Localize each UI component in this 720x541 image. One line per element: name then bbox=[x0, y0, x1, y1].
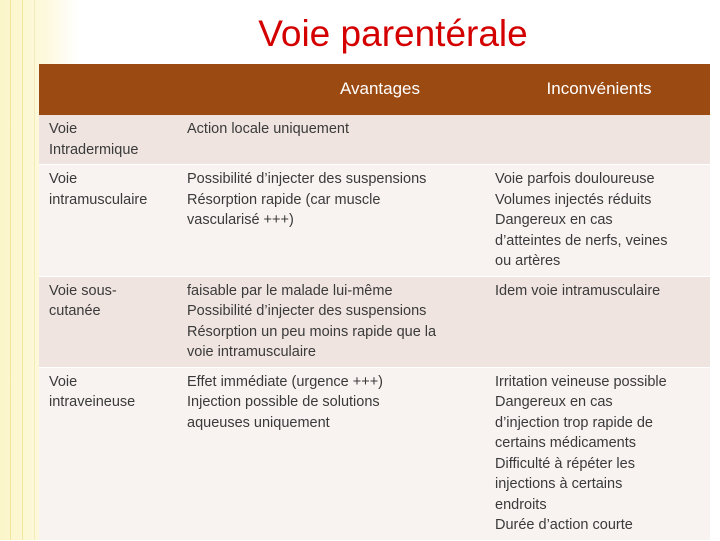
cell-line: intramusculaire bbox=[49, 191, 148, 208]
table-row bbox=[39, 276, 710, 367]
header-empty bbox=[39, 64, 176, 115]
cell-line: Voie parfois douloureuse bbox=[495, 171, 655, 187]
cell-line: injections à certains bbox=[495, 476, 623, 492]
header-inconvenients: Inconvénients bbox=[546, 79, 652, 99]
drawbacks-cell bbox=[484, 276, 710, 367]
route-cell bbox=[39, 165, 176, 277]
cell-line: Irritation veineuse possible bbox=[495, 373, 667, 390]
cell-line: Résorption rapide (car muscle bbox=[187, 191, 381, 208]
drawbacks-cell bbox=[484, 165, 710, 277]
cell-line: Idem voie intramusculaire bbox=[495, 282, 661, 299]
advantages-cell bbox=[176, 115, 484, 165]
comparison-table bbox=[39, 64, 710, 541]
cell-line: voie intramusculaire bbox=[187, 344, 316, 360]
cell-line: cutanée bbox=[49, 303, 101, 319]
cell-line: vascularisé +++) bbox=[187, 212, 294, 228]
advantages-cell bbox=[176, 276, 484, 367]
table-row bbox=[39, 165, 710, 277]
cell-line: Injection possible de solutions bbox=[187, 394, 380, 410]
cell-line: Voie bbox=[49, 373, 78, 390]
cell-line: Voie bbox=[49, 171, 78, 187]
cell-line: Voie bbox=[49, 121, 78, 137]
drawbacks-cell bbox=[484, 115, 710, 165]
decorative-line bbox=[10, 0, 11, 540]
route-cell bbox=[39, 367, 176, 540]
cell-line: Dangereux en cas bbox=[495, 394, 613, 410]
advantages-cell bbox=[176, 165, 484, 277]
cell-line: Durée d’action courte bbox=[495, 517, 633, 533]
cell-line: Action locale uniquement bbox=[187, 121, 350, 137]
cell-line: Intradermique bbox=[49, 141, 139, 158]
cell-line: Résorption un peu moins rapide que la bbox=[187, 323, 437, 340]
table-row bbox=[39, 115, 710, 165]
route-cell bbox=[39, 276, 176, 367]
advantages-cell bbox=[176, 367, 484, 540]
cell-line: Volumes injectés réduits bbox=[495, 191, 652, 208]
route-cell bbox=[39, 115, 176, 165]
cell-line: Dangereux en cas bbox=[495, 212, 613, 228]
drawbacks-cell bbox=[484, 367, 710, 540]
decorative-line bbox=[22, 0, 23, 540]
cell-line: intraveineuse bbox=[49, 394, 136, 410]
cell-line: d’injection trop rapide de bbox=[495, 414, 653, 431]
cell-line: faisable par le malade lui-même bbox=[187, 282, 393, 299]
slide-title: Voie parentérale bbox=[258, 13, 528, 54]
cell-line: aqueuses uniquement bbox=[187, 414, 330, 431]
header-avantages: Avantages bbox=[339, 79, 420, 99]
cell-line: d’atteintes de nerfs, veines bbox=[495, 232, 668, 249]
cell-line: ou artères bbox=[495, 253, 561, 269]
decorative-line bbox=[34, 0, 35, 540]
table-header-row bbox=[39, 64, 710, 115]
cell-line: certains médicaments bbox=[495, 435, 637, 451]
cell-line: Voie sous- bbox=[49, 282, 117, 299]
cell-line: Possibilité d’injecter des suspensions bbox=[187, 303, 427, 319]
table-row bbox=[39, 367, 710, 540]
cell-line: Difficulté à répéter les bbox=[495, 455, 635, 472]
table-body bbox=[39, 115, 710, 540]
cell-line: endroits bbox=[495, 496, 547, 513]
cell-line: Possibilité d’injecter des suspensions bbox=[187, 171, 427, 187]
cell-line: Effet immédiate (urgence +++) bbox=[187, 373, 383, 390]
